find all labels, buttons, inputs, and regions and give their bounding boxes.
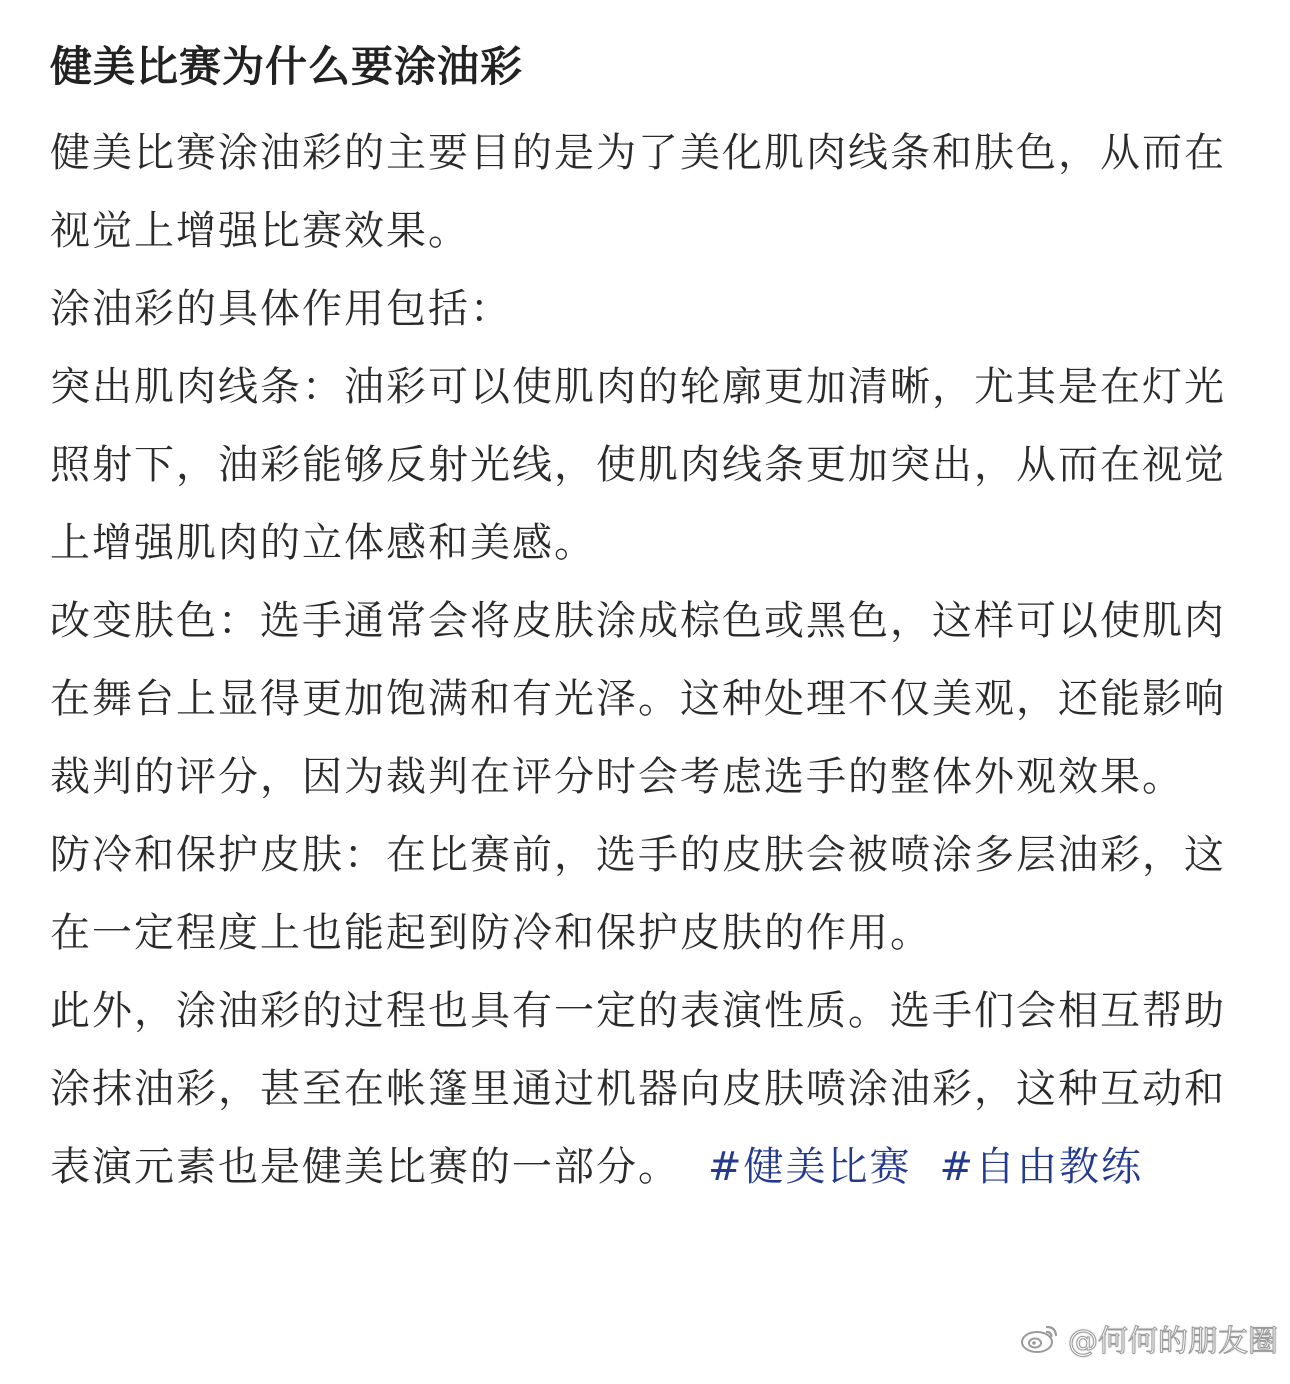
article-body — [50, 114, 1250, 1206]
page-title: 健美比赛为什么要涂油彩 — [50, 42, 524, 91]
weibo-icon — [1020, 1321, 1060, 1355]
article — [50, 28, 1250, 1206]
paragraph-effects-heading: 涂油彩的具体作用包括： — [50, 286, 512, 332]
paragraph-muscle-lines: 突出肌肉线条：油彩可以使肌肉的轮廓更加清晰，尤其是在灯光照射下，油彩能够反射光线，使肌肉线条更加突出，从而在视觉上增强肌肉的立体感和美感。 — [50, 364, 1226, 566]
paragraph-intro: 健美比赛涂油彩的主要目的是为了美化肌肉线条和肤色，从而在视觉上增强比赛效果。 — [50, 130, 1226, 254]
paragraph-performance-text: 此外，涂油彩的过程也具有一定的表演性质。选手们会相互帮助涂抹油彩，甚至在帐篷里通过机器向皮肤喷涂油彩，这种互动和表演元素也是健美比赛的一部分。 — [50, 988, 1226, 1190]
hashtag-free-coach[interactable]: #自由教练 — [939, 1144, 1144, 1190]
paragraph-skin-color: 改变肤色：选手通常会将皮肤涂成棕色或黑色，这样可以使肌肉在舞台上显得更加饱满和有光泽。这种处理不仅美观，还能影响裁判的评分，因为裁判在评分时会考虑选手的整体外观效果。 — [50, 598, 1226, 800]
paragraph-performance — [50, 972, 1250, 1206]
watermark-text: @何何的朋友圈 — [1068, 1324, 1278, 1359]
hashtag-bodybuilding-competition[interactable]: #健美比赛 — [708, 1144, 912, 1190]
watermark — [1020, 1316, 1278, 1360]
paragraph-skin-protection: 防冷和保护皮肤：在比赛前，选手的皮肤会被喷涂多层油彩，这在一定程度上也能起到防冷和保护皮肤的作用。 — [50, 832, 1226, 956]
